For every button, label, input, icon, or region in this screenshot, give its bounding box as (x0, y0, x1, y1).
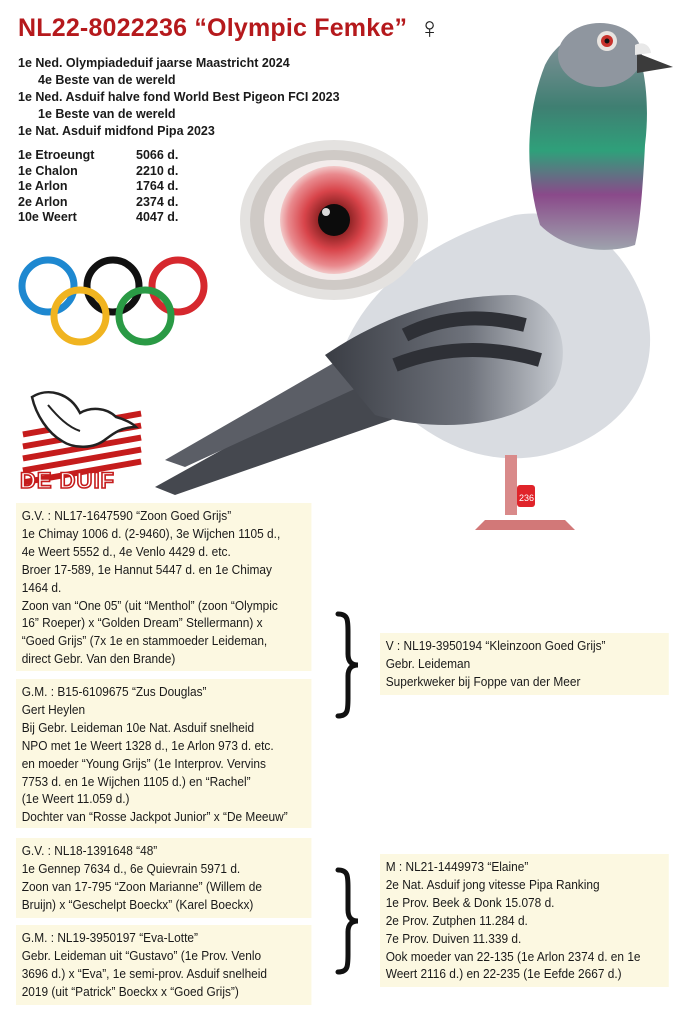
pedigree-line: 2e Prov. Zutphen 11.284 d. (385, 913, 528, 928)
pedigree-line: 16” Roeper) x “Golden Dream” Stellermann) x (21, 616, 263, 631)
pedigree-line: NPO met 1e Weert 1328 d., 1e Arlon 973 d. etc. (21, 738, 274, 753)
grandfather-father-side-box (16, 503, 311, 671)
achievement-line: 1e Nat. Asduif midfond Pipa 2023 (18, 124, 215, 138)
pedigree-line: Superkweker bij Foppe van der Meer (385, 674, 581, 689)
pigeon-name: “Olympic Femke” (194, 14, 408, 42)
race-name: 1e Chalon (18, 163, 78, 178)
race-name: 1e Etroeungt (18, 148, 95, 162)
race-birds: 4047 d. (136, 210, 179, 224)
pedigree-line: 1464 d. (21, 580, 62, 595)
grandfather-mother-side-box (16, 838, 311, 918)
leg-band-text: 236 (519, 493, 535, 503)
grandmother-father-side-box (16, 679, 311, 828)
pedigree-line: Broer 17-589, 1e Hannut 5447 d. en 1e Chimay (21, 562, 272, 577)
pedigree-line: G.V. : NL18-1391648 “48” (21, 844, 158, 858)
pedigree-line: 1e Prov. Beek & Donk 15.078 d. (385, 895, 555, 910)
race-birds: 2210 d. (136, 163, 179, 178)
pedigree-line: direct Gebr. Van den Brande) (21, 652, 176, 667)
pedigree-line: 1e Gennep 7634 d., 6e Quievrain 5971 d. (21, 861, 241, 876)
pedigree-line: Gebr. Leideman uit “Gustavo” (1e Prov. Venlo (21, 948, 262, 963)
achievement-line: 1e Ned. Olympiadeduif jaarse Maastricht 2024 (18, 56, 290, 70)
pedigree-line: Gert Heylen (21, 702, 86, 717)
pedigree-line: 7e Prov. Duiven 11.339 d. (385, 931, 522, 946)
mother-box (380, 854, 669, 987)
race-name: 2e Arlon (18, 194, 68, 209)
pedigree-line: 1e Chimay 1006 d. (2-9460), 3e Wijchen 1105 d., (21, 526, 281, 541)
female-symbol-icon: ♀ (418, 12, 442, 45)
pedigree-line: 3696 d.) x “Eva”, 1e semi-prov. Asduif snelheid (21, 966, 268, 981)
pedigree-line: G.V. : NL17-1647590 “Zoon Goed Grijs” (21, 509, 232, 523)
pedigree-line: “Goed Grijs” (7x 1e en stammoeder Leideman, (21, 634, 268, 649)
pedigree-line: 2019 (uit “Patrick” Boeckx x “Goed Grijs”) (21, 984, 239, 999)
achievement-line: 1e Ned. Asduif halve fond World Best Pigeon FCI 2023 (18, 90, 340, 104)
pedigree-line: Zoon van 17-795 “Zoon Marianne” (Willem de (21, 879, 262, 894)
pedigree-line: Gebr. Leideman (385, 656, 471, 671)
pedigree-line: Bruijn) x “Geschelpt Boeckx” (Karel Boeckx) (21, 897, 254, 912)
pedigree-line: Zoon van “One 05” (uit “Menthol” (zoon “Olympic (21, 598, 278, 613)
race-name: 1e Arlon (18, 179, 68, 193)
pedigree-line: G.M. : NL19-3950197 “Eva-Lotte” (21, 931, 198, 945)
pedigree-line: 2e Nat. Asduif jong vitesse Pipa Ranking (385, 877, 600, 892)
curly-brace-icon (334, 866, 362, 976)
achievement-line: 4e Beste van de wereld (38, 73, 176, 87)
pedigree-line: G.M. : B15-6109675 “Zus Douglas” (21, 685, 207, 699)
father-box (380, 633, 669, 695)
grandmother-mother-side-box (16, 925, 311, 1005)
pedigree-line: Ook moeder van 22-135 (1e Arlon 2374 d. en 1e (385, 949, 641, 964)
pedigree-line: 7753 d. en 1e Wijchen 1105 d.) en “Rachel” (21, 774, 251, 789)
race-birds: 2374 d. (136, 194, 179, 209)
logo-text: DE DUIF (20, 468, 115, 493)
pedigree-line: en moeder “Young Grijs” (1e Interprov. Vervins (21, 756, 266, 771)
curly-brace-icon (334, 610, 362, 720)
achievement-line: 1e Beste van de wereld (38, 107, 176, 121)
race-birds: 5066 d. (136, 148, 179, 162)
pedigree-line: 4e Weert 5552 d., 4e Venlo 4429 d. etc. (21, 544, 231, 559)
pedigree-line: Bij Gebr. Leideman 10e Nat. Asduif snelheid (21, 720, 255, 735)
pedigree-line: Weert 2116 d.) en 22-235 (1e Eefde 2667 d.) (385, 967, 622, 982)
pedigree-line: (1e Weert 11.059 d.) (21, 792, 130, 807)
race-birds: 1764 d. (136, 179, 179, 193)
race-name: 10e Weert (18, 210, 77, 224)
pedigree-line: V : NL19-3950194 “Kleinzoon Goed Grijs” (385, 639, 606, 653)
pedigree-line: M : NL21-1449973 “Elaine” (385, 860, 529, 874)
pigeon-eye-photo (240, 140, 428, 300)
ring-number: NL22-8022236 (18, 14, 188, 42)
pedigree-line: Dochter van “Rosse Jackpot Junior” x “De Meeuw” (21, 810, 288, 825)
